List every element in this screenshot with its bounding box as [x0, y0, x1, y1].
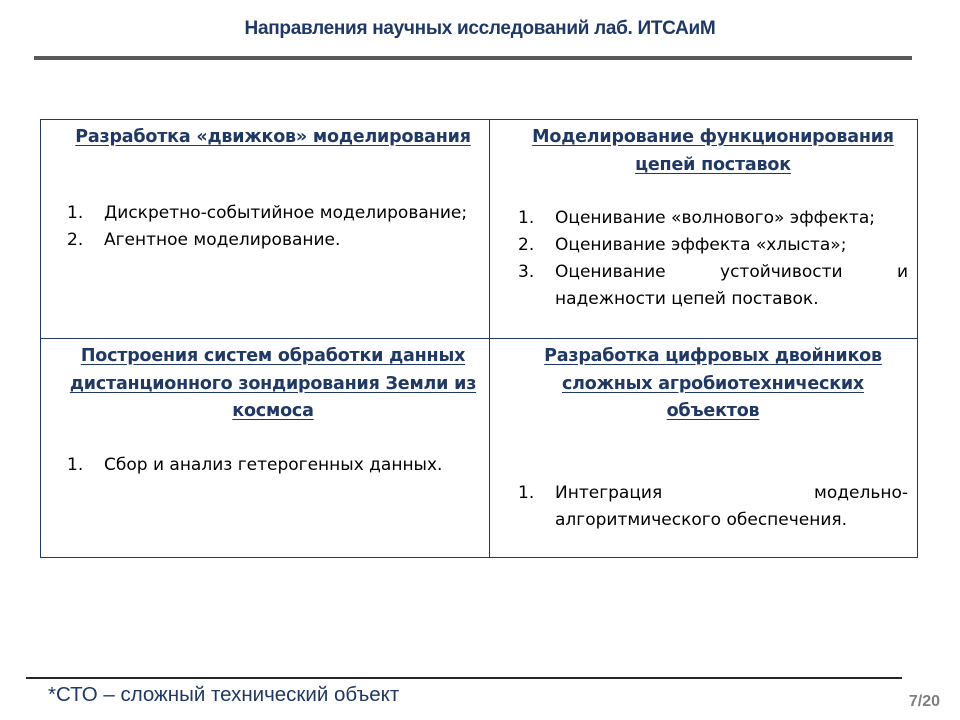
quadrant-title: Разработка «движков» моделирования [75, 127, 471, 147]
list-item [518, 205, 908, 232]
quadrant-remote-sensing [41, 339, 490, 557]
list-item-text: Интеграция модельно-алгоритмического обеспечения. [555, 482, 908, 530]
quadrant-supply-chains [490, 120, 918, 339]
list-number: 1. [518, 482, 535, 503]
list-number: 3. [518, 262, 535, 282]
quadrant-digital-twins [490, 339, 918, 557]
quadrant-title: Разработка цифровых двойников сложных агробиотехнических объектов [544, 346, 882, 421]
numbered-list [518, 480, 908, 534]
title-divider [34, 56, 912, 60]
footer-divider [26, 677, 902, 679]
page-number: 7/20 [908, 693, 940, 710]
list-item-text: Оценивание эффекта «хлыста»; [555, 235, 847, 255]
quadrant-title: Моделирование функционирования цепей поставок [532, 127, 894, 175]
list-number: 1. [518, 208, 535, 228]
list-number: 1. [67, 454, 84, 475]
list-item [67, 452, 479, 479]
quadrant-title: Построения систем обработки данных дистанционного зондирования Земли из космоса [69, 346, 477, 421]
slide-title: Направления научных исследований лаб. ИТСАиМ [244, 18, 716, 39]
list-item-text: Сбор и анализ гетерогенных данных. [104, 454, 443, 475]
numbered-list [518, 205, 908, 313]
numbered-list [67, 452, 479, 479]
list-item-text: Агентное моделирование. [104, 229, 341, 250]
list-item [67, 200, 479, 227]
list-number: 2. [518, 235, 535, 255]
quadrant-simulation-engines [41, 120, 490, 339]
list-item [518, 480, 908, 534]
list-item [518, 259, 908, 313]
numbered-list [67, 200, 479, 254]
list-item-text: Оценивание «волнового» эффекта; [555, 208, 875, 228]
list-item-text: Дискретно-событийное моделирование; [104, 202, 468, 223]
footnote: *СТО – сложный технический объект [48, 683, 400, 706]
list-item-text: Оценивание устойчивости и надежности цепей поставок. [555, 262, 908, 309]
list-item [67, 227, 479, 254]
list-number: 1. [67, 202, 84, 223]
research-directions-table [40, 119, 918, 558]
list-item [518, 232, 908, 259]
list-number: 2. [67, 229, 84, 250]
